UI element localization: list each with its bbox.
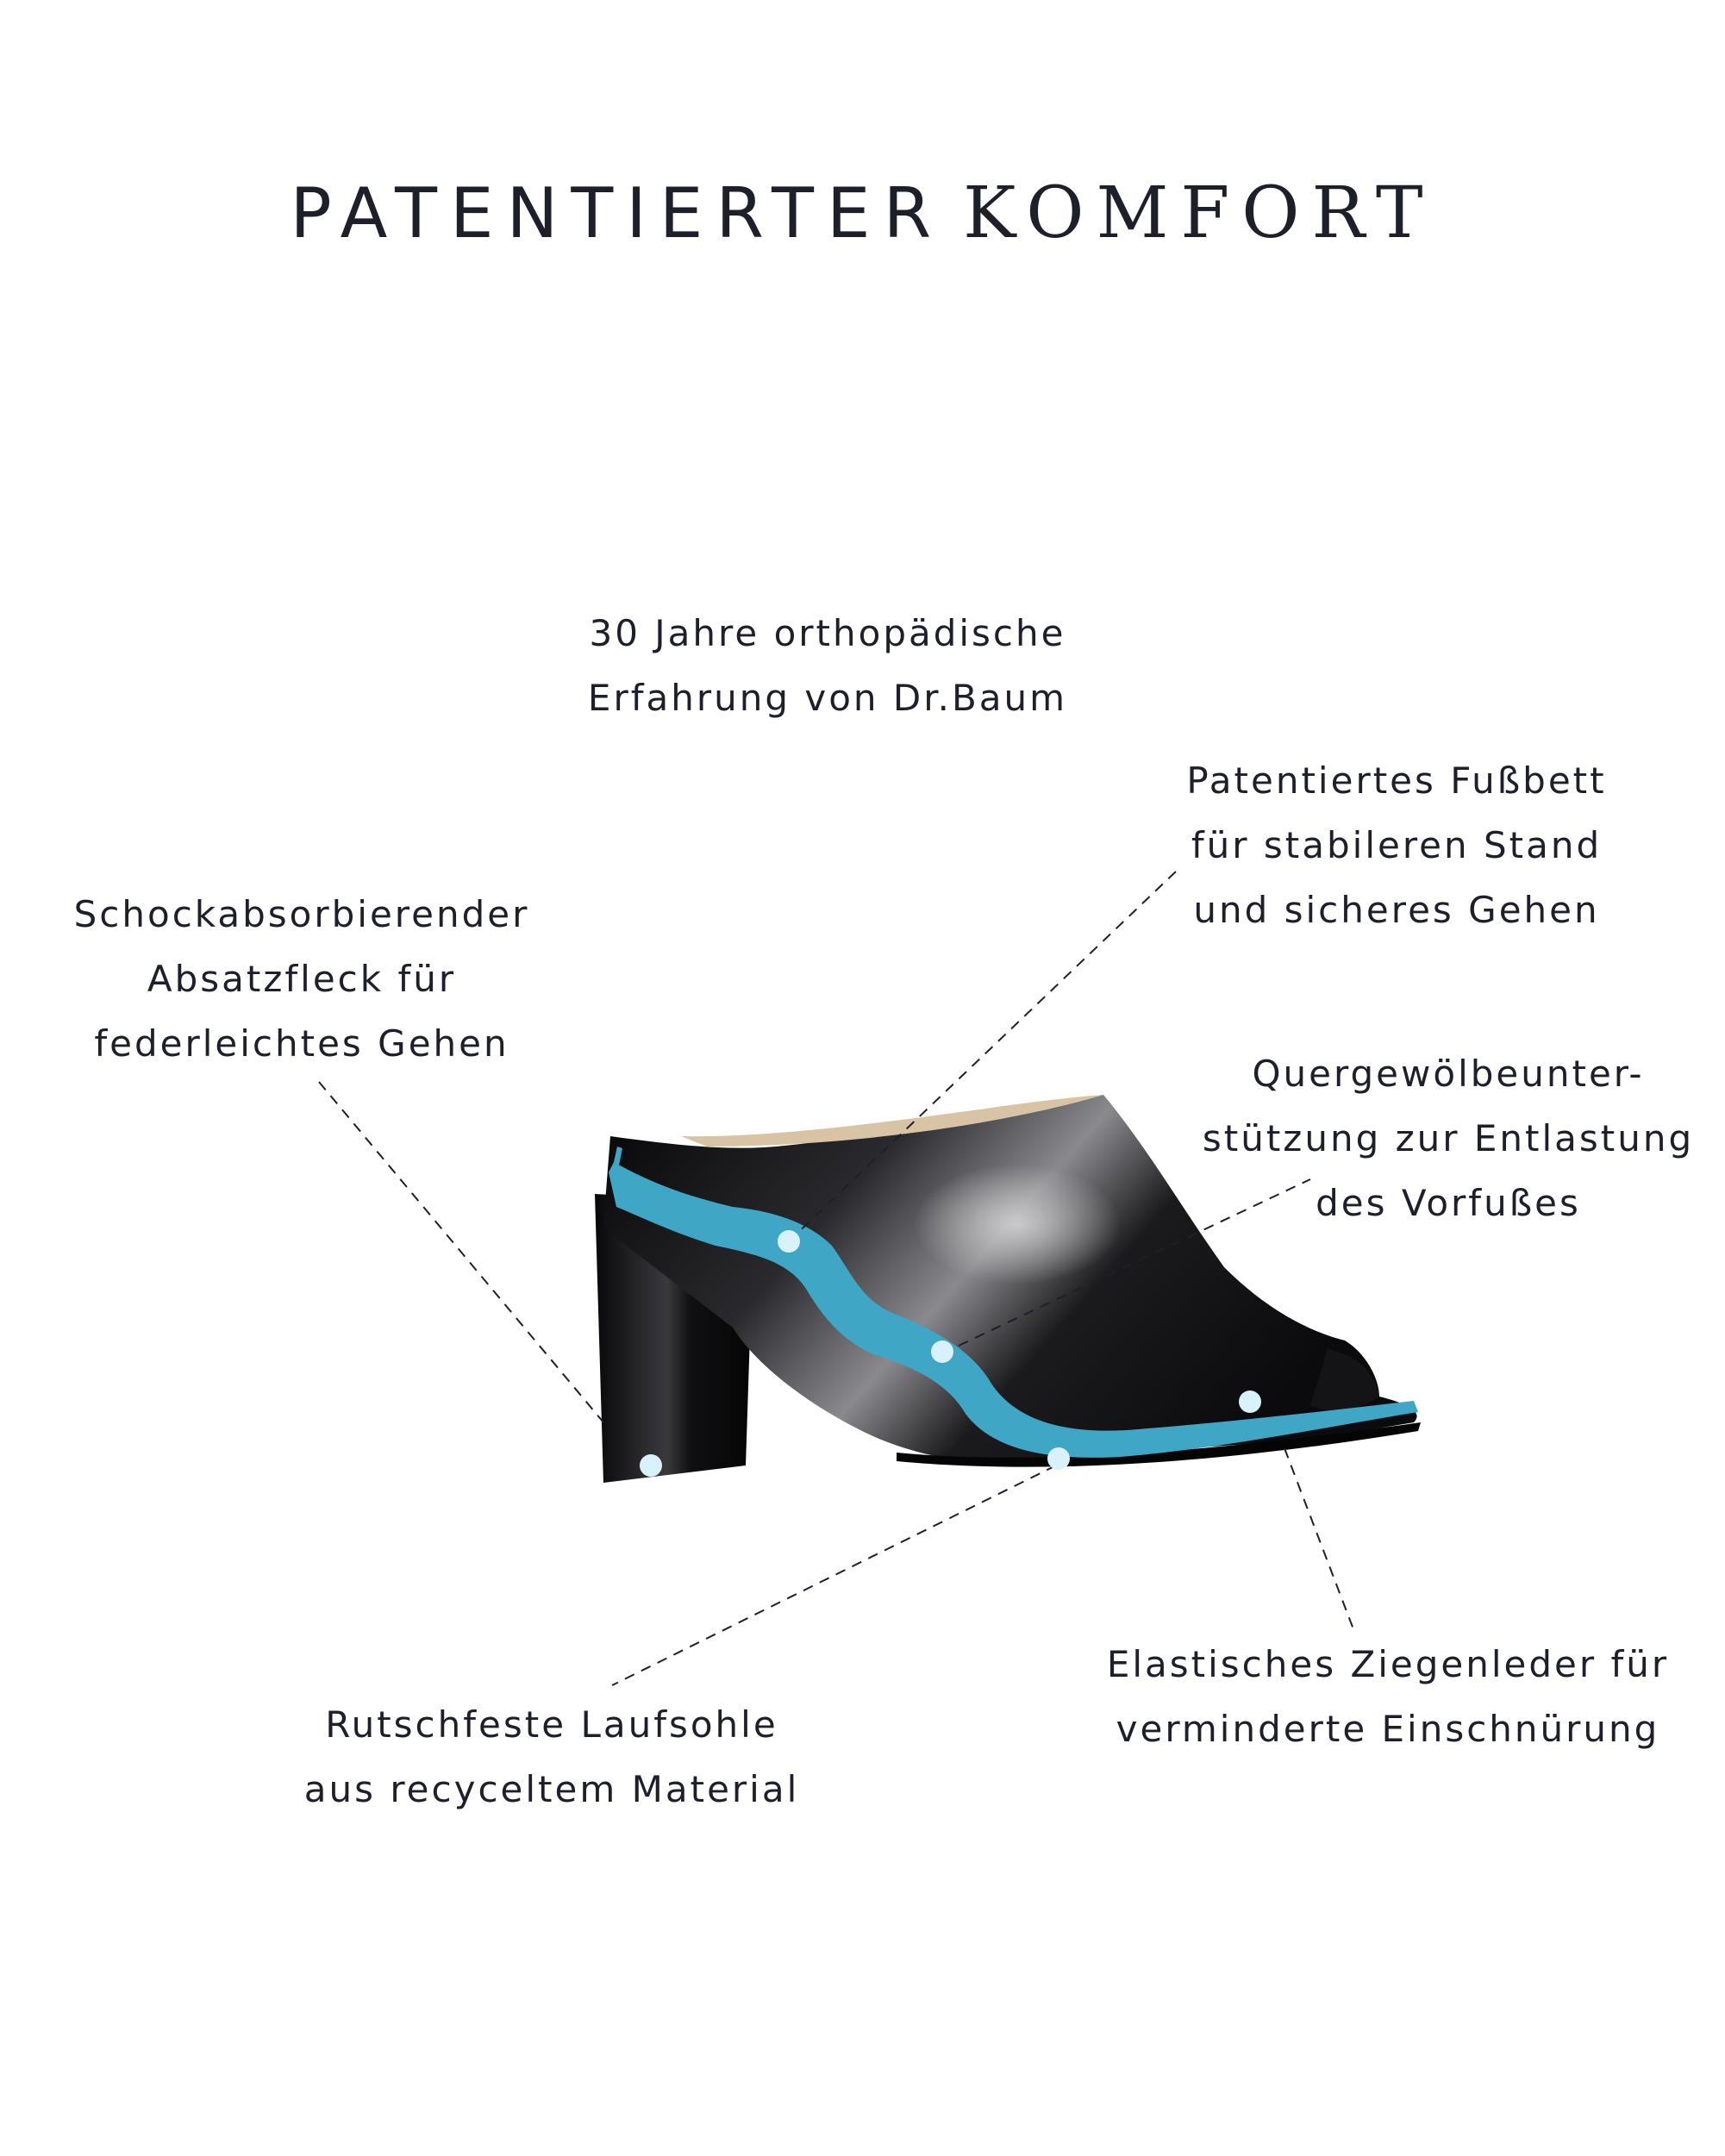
title-part1: PATENTIERTER bbox=[290, 173, 945, 253]
feature-line: aus recyceltem Material bbox=[303, 1768, 800, 1810]
feature-line: Schockabsorbierender bbox=[73, 893, 530, 935]
feature-line: verminderte Einschnürung bbox=[1116, 1708, 1660, 1750]
feature-line: 30 Jahre orthopädische bbox=[589, 612, 1066, 654]
feature-footbed bbox=[1155, 748, 1638, 942]
feature-line: federleichtes Gehen bbox=[94, 1022, 509, 1065]
feature-line: und sicheres Gehen bbox=[1193, 889, 1600, 931]
marker-dot bbox=[640, 1454, 662, 1477]
feature-experience bbox=[552, 601, 1103, 730]
feature-line: Rutschfeste Laufsohle bbox=[325, 1703, 778, 1746]
feature-line: Patentiertes Fußbett bbox=[1186, 759, 1607, 802]
feature-line: für stabileren Stand bbox=[1191, 824, 1603, 866]
connector-heel-pad bbox=[319, 1082, 603, 1422]
title-part2: KOMFORT bbox=[963, 172, 1435, 254]
marker-dot bbox=[931, 1340, 953, 1363]
feature-leather bbox=[1073, 1632, 1703, 1761]
feature-sole bbox=[280, 1692, 823, 1822]
feature-line: Quergewölbeunter- bbox=[1252, 1053, 1645, 1095]
feature-line: stützung zur Entlastung bbox=[1202, 1117, 1695, 1159]
marker-dot bbox=[778, 1230, 800, 1253]
feature-line: Erfahrung von Dr.Baum bbox=[587, 677, 1068, 719]
marker-dot bbox=[1047, 1447, 1070, 1470]
connector-leather bbox=[1284, 1448, 1353, 1629]
marker-dot bbox=[1239, 1390, 1261, 1413]
connector-sole bbox=[612, 1465, 1056, 1685]
feature-line: Elastisches Ziegenleder für bbox=[1106, 1643, 1670, 1685]
feature-heel-pad bbox=[52, 882, 552, 1076]
feature-line: des Vorfußes bbox=[1316, 1182, 1581, 1224]
feature-arch bbox=[1181, 1041, 1716, 1235]
feature-line: Absatzfleck für bbox=[147, 958, 457, 1000]
